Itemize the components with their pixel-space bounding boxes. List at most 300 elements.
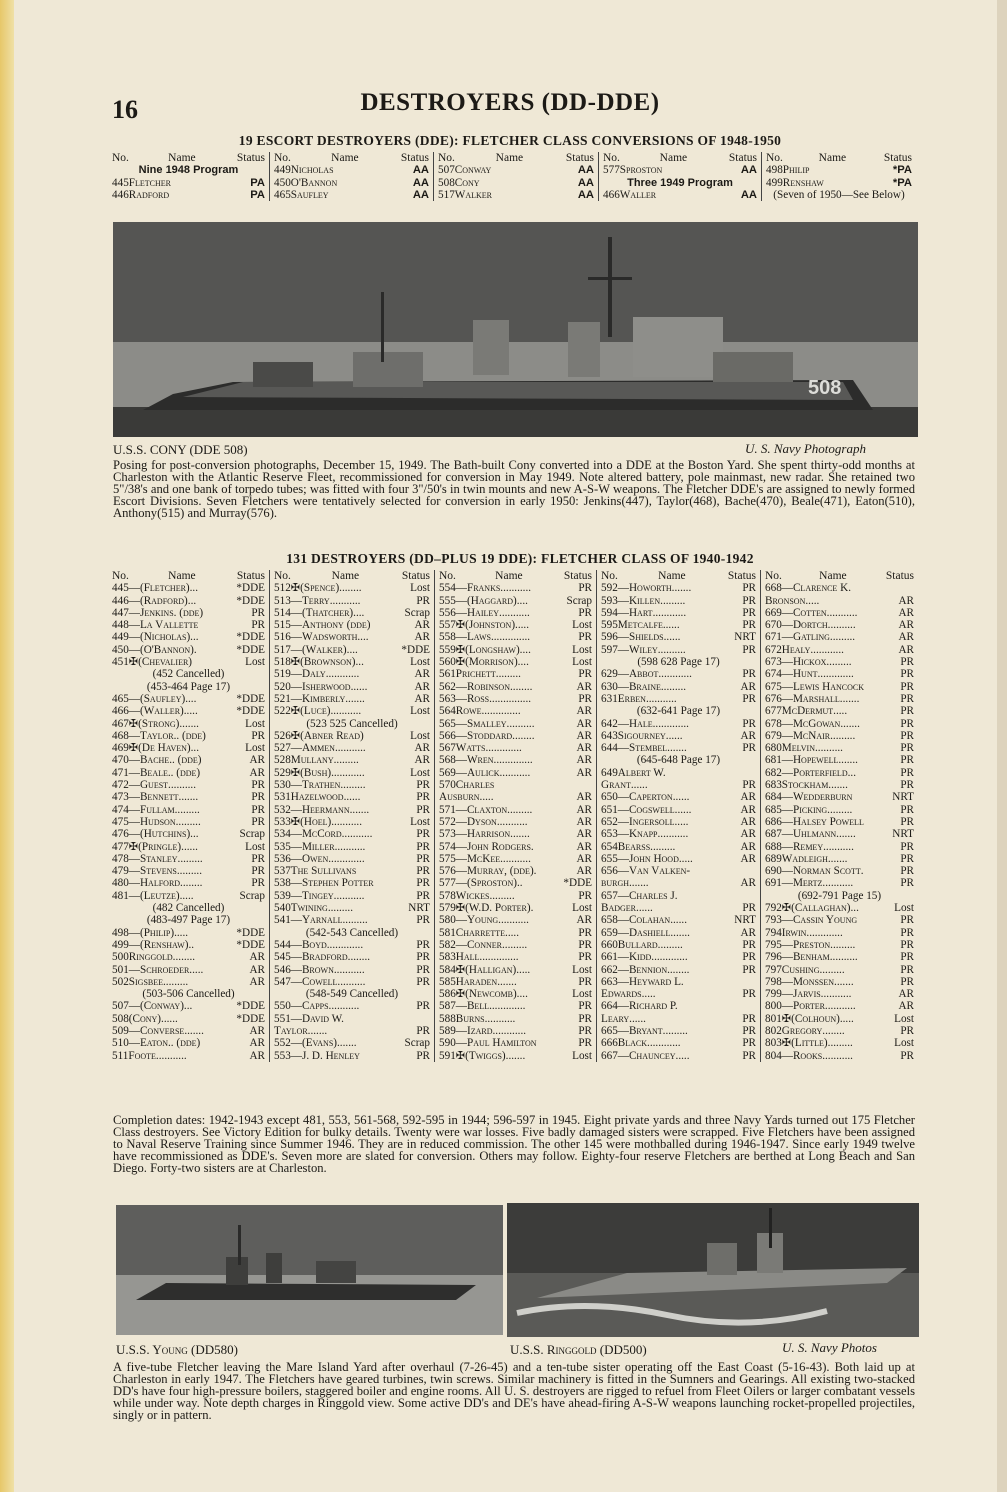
ship-status: AR — [740, 926, 756, 939]
hull-number: 587— — [439, 1000, 467, 1013]
ship-name: Preston......... — [792, 938, 856, 951]
header-no: No. — [601, 570, 618, 582]
ship-status: PR — [416, 828, 430, 841]
ship-status: PA — [250, 188, 265, 201]
hull-number: 445— — [112, 582, 140, 595]
table-row — [439, 595, 592, 607]
hull-number: 679— — [765, 729, 793, 742]
table-row — [601, 877, 756, 889]
hull-number: 516— — [274, 631, 302, 644]
table-row — [112, 939, 265, 951]
hull-number: 643 — [601, 729, 618, 742]
hull-number: 680 — [765, 742, 782, 755]
table-row — [112, 705, 265, 717]
table-note: (645-648 Page 17) — [636, 754, 721, 767]
ship-status: AA — [577, 188, 594, 201]
ship-status: *DDE — [236, 1012, 265, 1025]
ship-status: *DDE — [236, 643, 265, 656]
ship-status: PR — [900, 692, 914, 705]
header-name: Name — [819, 570, 847, 582]
header-name: Name — [658, 570, 686, 582]
ship-status: PR — [251, 606, 265, 619]
ship-name: Hickox......... — [792, 656, 852, 669]
hull-number: 558— — [439, 631, 467, 644]
ship-name: Hart............ — [628, 606, 687, 619]
ship-status: PR — [416, 938, 430, 951]
ship-name: Rowe.............. — [455, 705, 521, 718]
ship-status: PR — [416, 914, 430, 927]
ship-name: Richard P. — [628, 1000, 678, 1013]
ship-status: Lost — [572, 1049, 592, 1062]
ship-status: AR — [249, 1024, 265, 1037]
hull-number: 665— — [601, 1024, 629, 1037]
table-row — [765, 631, 914, 643]
ship-status: PR — [900, 852, 914, 865]
table-row — [439, 779, 592, 791]
ship-status: PR — [416, 791, 430, 804]
ship-name: Jenkins. (dde) — [139, 606, 204, 619]
ship-name: Franks........... — [466, 582, 532, 595]
table-row — [112, 841, 265, 853]
ship-status: PR — [742, 938, 756, 951]
ship-name: Trathen......... — [301, 779, 366, 792]
hull-number: 655— — [601, 852, 629, 865]
table-row — [765, 681, 914, 693]
ship-name: Bennion........ — [628, 963, 690, 976]
ship-name: Colahan...... — [628, 914, 687, 927]
hull-number: 470— — [112, 754, 140, 767]
table-row — [274, 705, 430, 717]
ship-name: Wren.............. — [466, 754, 533, 767]
ship-status: PR — [742, 692, 756, 705]
table-column — [435, 570, 597, 1062]
ship-status: Lost — [572, 619, 592, 632]
hull-number: 565— — [439, 717, 467, 730]
ship-name: Remey........... — [792, 840, 854, 853]
hull-number: 595 — [601, 619, 618, 632]
ship-status: NRT — [892, 828, 914, 841]
table-row — [601, 853, 756, 865]
hull-number: 572— — [439, 815, 467, 828]
ship-name: Converse....... — [139, 1024, 204, 1037]
ship-name: Bronson..... — [765, 594, 820, 607]
ship-name: Terry........... — [301, 594, 361, 607]
table-row — [439, 681, 592, 693]
ship-name: Radford — [128, 188, 170, 201]
ship-status: Lost — [410, 729, 430, 742]
ship-status: Lost — [245, 656, 265, 669]
column-header — [601, 570, 756, 582]
ship-name: Clarence K. — [792, 582, 851, 595]
ship-name: Wickes......... — [455, 889, 515, 902]
header-status: Status — [401, 570, 430, 582]
ship-name: Stoddard........ — [466, 729, 535, 742]
hull-number: 590— — [439, 1037, 467, 1050]
table-row — [274, 791, 430, 803]
hull-number: 445 — [112, 176, 129, 189]
hull-number: 683 — [765, 779, 782, 792]
ship-status: AR — [576, 840, 592, 853]
ship-status: PR — [578, 938, 592, 951]
table-row — [601, 595, 756, 607]
table-row — [439, 1000, 592, 1012]
hull-number: 541— — [274, 914, 302, 927]
ship-name: Ross............... — [466, 692, 532, 705]
header-no: No. — [112, 152, 129, 164]
hull-number: 481— — [112, 889, 140, 902]
table-row — [112, 177, 265, 189]
ship-status: PR — [416, 877, 430, 890]
header-no: No. — [438, 152, 455, 164]
ship-name: John Rodgers. — [466, 840, 534, 853]
ship-name: Erben........... — [617, 692, 677, 705]
hull-number: 511 — [112, 1049, 129, 1062]
hull-number: 471— — [112, 766, 140, 779]
table-row — [765, 644, 914, 656]
ship-name: Miller........... — [301, 840, 366, 853]
ship-name: Gregory........ — [781, 1024, 845, 1037]
ship-status: PR — [900, 803, 914, 816]
ship-name: Stanley......... — [139, 852, 203, 865]
table-note: (632-641 Page 17) — [636, 705, 721, 718]
header-name: Name — [495, 152, 524, 164]
table-row — [438, 164, 594, 176]
hull-number: 804— — [765, 1049, 793, 1062]
table-row — [601, 607, 756, 619]
ship-name: Uhlmann....... — [792, 828, 856, 841]
ship-name: Lewis Hancock — [792, 680, 865, 693]
hull-number: 656— — [601, 865, 629, 878]
ship-name: Paul Hamilton — [466, 1037, 537, 1050]
table-row — [765, 767, 914, 779]
ship-status: PR — [416, 889, 430, 902]
ship-name: Cony — [454, 176, 480, 189]
hull-number: 795— — [765, 938, 793, 951]
table-row — [439, 951, 592, 963]
table-row — [439, 619, 592, 631]
table-row — [601, 1025, 756, 1037]
ship-name: Fletcher — [128, 176, 171, 189]
hull-number: 479— — [112, 865, 140, 878]
table-row — [274, 681, 430, 693]
ship-status: PR — [900, 754, 914, 767]
ship-status: Scrap — [566, 594, 592, 607]
ship-status: Lost — [410, 815, 430, 828]
column-header — [112, 570, 265, 582]
table-row — [601, 828, 756, 840]
ship-name: Knapp........... — [628, 828, 689, 841]
ship-name: Hall.............. — [455, 951, 519, 964]
hull-number: 562— — [439, 680, 467, 693]
table-note: (548-549 Cancelled) — [305, 988, 399, 1001]
table-row — [765, 791, 914, 803]
table-row — [766, 177, 912, 189]
table-row — [765, 939, 914, 951]
ship-status: PR — [900, 840, 914, 853]
table-row — [601, 890, 756, 902]
ship-status: AR — [740, 815, 756, 828]
hull-number: 798— — [765, 975, 793, 988]
table-row — [274, 1013, 430, 1025]
fletcher-note — [113, 1114, 915, 1174]
table-row — [765, 853, 914, 865]
table-row — [765, 964, 914, 976]
hull-number: 533✠ — [274, 815, 301, 828]
ship-name: Foote........... — [128, 1049, 187, 1062]
ship-name: David W. — [301, 1012, 344, 1025]
ship-status: Lost — [410, 705, 430, 718]
hull-number: 687— — [765, 828, 793, 841]
table-row — [274, 1000, 430, 1012]
ship-name: Boyd............. — [301, 938, 364, 951]
ship-status: PR — [251, 729, 265, 742]
table-column — [599, 152, 762, 201]
hull-number: 502 — [112, 975, 129, 988]
table-row — [274, 595, 430, 607]
ship-status: AR — [414, 668, 430, 681]
hull-number: 801✠ — [765, 1012, 792, 1025]
ship-name: Anthony (dde) — [301, 619, 371, 632]
ship-status: Lost — [245, 840, 265, 853]
table-row — [274, 730, 430, 742]
ship-name: Grant...... — [601, 779, 648, 792]
header-status: Status — [727, 570, 756, 582]
ship-status: AR — [576, 791, 592, 804]
table-row — [601, 1013, 756, 1025]
ship-status: PR — [900, 742, 914, 755]
ship-status: *DDE — [236, 705, 265, 718]
table-row — [439, 976, 592, 988]
table-row — [601, 951, 756, 963]
hull-number: 802 — [765, 1024, 782, 1037]
hull-number: 451✠ — [112, 656, 139, 669]
header-status: Status — [728, 152, 757, 164]
ship-name: O'Bannon — [290, 176, 338, 189]
ship-status: PR — [578, 692, 592, 705]
ship-status: PR — [742, 594, 756, 607]
ship-status: Scrap — [404, 606, 430, 619]
table-row — [112, 754, 265, 766]
column-header — [439, 570, 592, 582]
ship-name: Porter........... — [792, 1000, 856, 1013]
column-header — [112, 152, 265, 164]
ship-name: (Saufley).... — [139, 692, 197, 705]
table-row — [603, 189, 757, 201]
hull-number: 674— — [765, 668, 793, 681]
ship-status: AR — [414, 692, 430, 705]
ship-name: The Sullivans — [290, 865, 357, 878]
hull-number: 676— — [765, 692, 793, 705]
hull-number: 450 — [274, 176, 291, 189]
ship-status: PR — [416, 1000, 430, 1013]
table-note: (483-497 Page 17) — [146, 914, 231, 927]
ship-name: Philip — [782, 164, 810, 177]
table-row — [112, 1000, 265, 1012]
hull-number: 666 — [601, 1037, 618, 1050]
ship-status: Scrap — [239, 889, 265, 902]
ship-name: Beale.. (dde) — [139, 766, 201, 779]
table-row — [765, 705, 914, 717]
table-row — [765, 582, 914, 594]
table-row — [274, 1050, 430, 1062]
table-row — [112, 767, 265, 779]
hull-number: 447— — [112, 606, 140, 619]
ship-status: AR — [576, 815, 592, 828]
ship-status: Lost — [572, 988, 592, 1001]
ship-status: PR — [900, 865, 914, 878]
photo-uss-ringgold — [507, 1203, 919, 1337]
photo-uss-young — [116, 1205, 503, 1335]
ship-status: PA — [250, 176, 265, 189]
hull-number: 672 — [765, 643, 782, 656]
table-row — [601, 779, 756, 791]
table-row — [112, 631, 265, 643]
ship-status: PR — [742, 643, 756, 656]
column-header — [274, 152, 429, 164]
hull-number: 476— — [112, 828, 140, 841]
ship-status: PR — [742, 988, 756, 1001]
table-row — [601, 791, 756, 803]
hull-number: 500 — [112, 951, 129, 964]
ship-status: AR — [249, 963, 265, 976]
ship-name: (Brownson)... — [300, 656, 364, 669]
table-row — [439, 644, 592, 656]
hull-number: 575— — [439, 852, 467, 865]
ship-status: AR — [576, 766, 592, 779]
hull-number: 466 — [603, 188, 620, 201]
hull-number: 652— — [601, 815, 629, 828]
hull-number: 544— — [274, 938, 302, 951]
ship-status: PR — [900, 717, 914, 730]
ship-status: PR — [416, 951, 430, 964]
ship-name: Waller — [619, 188, 657, 201]
table-row — [765, 877, 914, 889]
ship-name: Ausburn..... — [439, 791, 494, 804]
ship-name: (Luce)........... — [300, 705, 362, 718]
ship-status: AA — [412, 188, 429, 201]
ship-name: Cushing......... — [781, 963, 845, 976]
table-row — [601, 681, 756, 693]
header-no: No. — [274, 152, 291, 164]
hull-number: 551— — [274, 1012, 302, 1025]
table-row — [765, 1050, 914, 1062]
hull-number: 531 — [274, 791, 291, 804]
table-row — [765, 816, 914, 828]
ship-name: Saufley — [290, 188, 329, 201]
ship-status: AR — [249, 975, 265, 988]
ship-status: PR — [900, 705, 914, 718]
table-row — [601, 631, 756, 643]
ship-name: Bennett....... — [139, 791, 199, 804]
table-row — [601, 582, 756, 594]
table-row — [601, 619, 756, 631]
ship-name: (Thatcher).... — [301, 606, 365, 619]
ship-status: NRT — [408, 902, 430, 915]
hull-number: 630— — [601, 680, 629, 693]
hull-number: 547— — [274, 975, 302, 988]
hull-number: 660 — [601, 938, 618, 951]
column-header — [766, 152, 912, 164]
ship-name: Tingey........... — [301, 889, 365, 902]
ship-name: Young........... — [466, 914, 529, 927]
ship-name: (Cony)...... — [128, 1012, 178, 1025]
ship-status: Lost — [894, 1037, 914, 1050]
hull-number: 514— — [274, 606, 302, 619]
ship-status: AR — [898, 606, 914, 619]
ship-name: (Radford)... — [139, 594, 197, 607]
hull-number: 596— — [601, 631, 629, 644]
ship-name: (Strong)....... — [138, 717, 199, 730]
ship-status: PR — [900, 938, 914, 951]
ship-name: (Halligan)..... — [465, 963, 531, 976]
ship-status: *PA — [892, 176, 912, 189]
ship-silhouette-cony — [113, 222, 918, 437]
ship-status: AR — [249, 1049, 265, 1062]
ship-status: PR — [416, 975, 430, 988]
ship-name: Wiley.......... — [628, 643, 686, 656]
ship-status: PR — [578, 1024, 592, 1037]
table-row — [439, 804, 592, 816]
ship-status: PR — [578, 668, 592, 681]
hull-number: 670— — [765, 619, 793, 632]
ship-name: Eaton.. (dde) — [139, 1037, 201, 1050]
ship-name: Halford........ — [139, 877, 203, 890]
ship-name: Prichett......... — [455, 668, 521, 681]
ship-status: Scrap — [239, 828, 265, 841]
ship-status: AR — [576, 742, 592, 755]
ship-status: PR — [578, 1000, 592, 1013]
table-row — [274, 877, 430, 889]
table-column — [434, 152, 599, 201]
hull-number: 477✠ — [112, 840, 139, 853]
ship-status: AR — [576, 705, 592, 718]
hull-number: 478— — [112, 852, 140, 865]
table-row — [601, 1037, 756, 1049]
ship-name: (Twiggs)....... — [465, 1049, 526, 1062]
hull-number: 508 — [438, 176, 455, 189]
hull-number: 556— — [439, 606, 467, 619]
hull-number: 555— — [439, 594, 467, 607]
table-row — [601, 816, 756, 828]
table-row — [601, 914, 756, 926]
table-row — [112, 1037, 265, 1049]
header-status: Status — [565, 152, 594, 164]
ship-status: PR — [578, 631, 592, 644]
ship-status: AR — [576, 680, 592, 693]
ship-name: Wedderburn — [792, 791, 853, 804]
table-row — [274, 607, 430, 619]
ship-name: McGowan....... — [792, 717, 860, 730]
table-row — [439, 668, 592, 680]
hull-number: 557✠ — [439, 619, 466, 632]
table-row — [766, 164, 912, 176]
ship-status: Lost — [410, 656, 430, 669]
ship-status: *DDE — [236, 594, 265, 607]
ship-name: (Callaghan)... — [791, 902, 859, 915]
hull-number: 673— — [765, 656, 793, 669]
ship-status: AR — [740, 729, 756, 742]
table-row — [274, 177, 429, 189]
table-row — [112, 1025, 265, 1037]
ship-status: Lost — [410, 766, 430, 779]
ship-name: Shields...... — [628, 631, 681, 644]
ship-name: John Hood..... — [628, 852, 693, 865]
ship-status: AA — [577, 164, 594, 177]
ship-status: AR — [249, 754, 265, 767]
ship-name: Burns........... — [455, 1012, 516, 1025]
ship-status: PR — [742, 582, 756, 595]
table-row — [439, 742, 592, 754]
